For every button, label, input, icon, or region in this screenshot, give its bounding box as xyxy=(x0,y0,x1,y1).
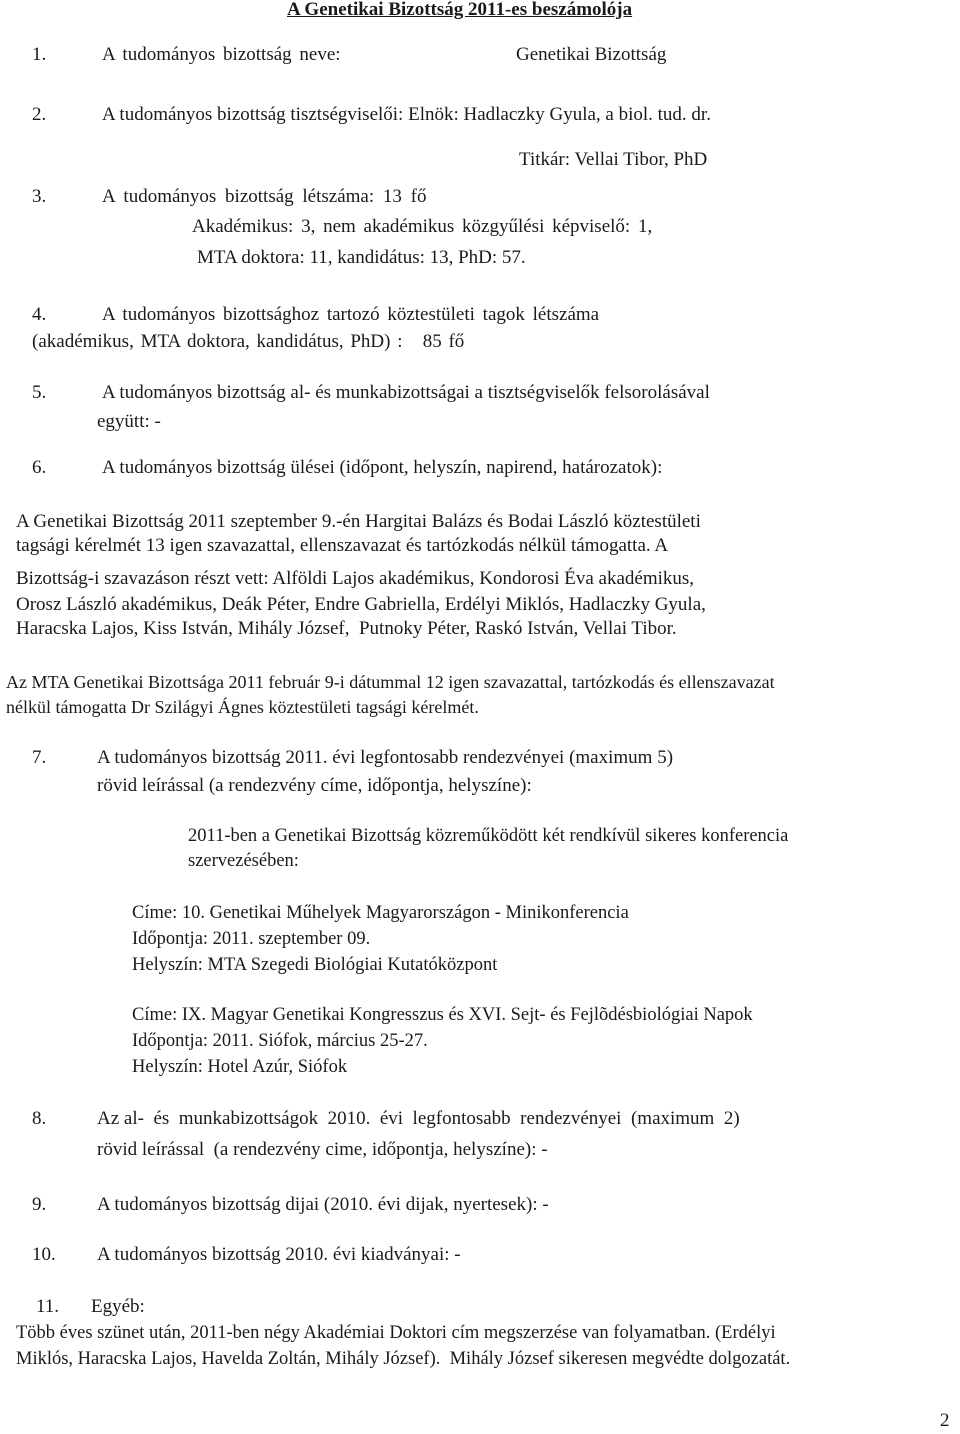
item-9-number: 9. xyxy=(32,1194,47,1215)
item-2-number: 2. xyxy=(32,104,47,125)
page-number: 2 xyxy=(940,1410,950,1431)
item-11-label: Egyéb: xyxy=(91,1296,145,1317)
item-7-intro-line-1: 2011-ben a Genetikai Bizottság közreműködött két rendkívül sikeres konferencia xyxy=(188,826,789,846)
item-8-text: Az al- és munkabizottságok 2010. évi legfontosabb rendezvényei (maximum 2) xyxy=(97,1108,740,1129)
item-7-line-2: rövid leírással (a rendezvény címe, időpontja, helyszíne): xyxy=(97,775,532,796)
event-2-title: Címe: IX. Magyar Genetikai Kongresszus és XVI. Sejt- és Fejlõdésbiológiai Napok xyxy=(132,1005,753,1025)
item-5-number: 5. xyxy=(32,382,47,403)
item-3-line-2: Akadémikus: 3, nem akadémikus közgyűlési képviselő: 1, xyxy=(192,216,653,237)
item-6-para-line-5: Haracska Lajos, Kiss István, Mihály József, Putnoky Péter, Raskó István, Vellai Tibor. xyxy=(16,618,677,639)
event-1-location: Helyszín: MTA Szegedi Biológiai Kutatóközpont xyxy=(132,955,498,975)
item-11-line-1: Több éves szünet után, 2011-ben négy Akadémiai Doktori cím megszerzése van folyamatban. (Erdélyi xyxy=(16,1323,776,1343)
item-8-number: 8. xyxy=(32,1108,47,1129)
item-11-line-2: Miklós, Haracska Lajos, Havelda Zoltán, Mihály József). Mihály József sikeresen megvédte dolgozatát. xyxy=(16,1349,791,1369)
item-5-line-2: együtt: - xyxy=(97,411,161,432)
item-9-text: A tudományos bizottság dijai (2010. évi dijak, nyertesek): - xyxy=(97,1194,549,1215)
event-2-date: Időpontja: 2011. Siófok, március 25-27. xyxy=(132,1031,428,1051)
item-6-para-line-3: Bizottság-i szavazáson részt vett: Alföldi Lajos akadémikus, Kondorosi Éva akadémikus, xyxy=(16,568,695,589)
item-2-secretary: Titkár: Vellai Tibor, PhD xyxy=(519,149,708,170)
item-6-para-line-4: Orosz László akadémikus, Deák Péter, Endre Gabriella, Erdélyi Miklós, Hadlaczky Gyula, xyxy=(16,594,706,615)
event-1-date: Időpontja: 2011. szeptember 09. xyxy=(132,929,371,949)
item-6-para-line-1: A Genetikai Bizottság 2011 szeptember 9.-én Hargitai Balázs és Bodai László köztestületi xyxy=(16,511,701,532)
item-1-number: 1. xyxy=(32,44,47,65)
item-5-text: A tudományos bizottság al- és munkabizottságai a tisztségviselők felsorolásával xyxy=(102,382,710,403)
item-1-value: Genetikai Bizottság xyxy=(516,44,667,65)
event-1-title: Címe: 10. Genetikai Műhelyek Magyarországon - Minikonferencia xyxy=(132,903,629,923)
item-1-label: A tudományos bizottság neve: xyxy=(102,44,341,65)
item-8-line-2: rövid leírással (a rendezvény cime, időpontja, helyszíne): - xyxy=(97,1139,548,1160)
item-3-number: 3. xyxy=(32,186,47,207)
item-4-text: A tudományos bizottsághoz tartozó köztestületi tagok létszáma xyxy=(102,304,600,325)
item-2-text: A tudományos bizottság tisztségviselői: Elnök: Hadlaczky Gyula, a biol. tud. dr. xyxy=(102,104,711,125)
item-3-text: A tudományos bizottság létszáma: 13 fő xyxy=(102,186,427,207)
item-6-text: A tudományos bizottság ülései (időpont, helyszín, napirend, határozatok): xyxy=(102,457,663,478)
item-10-text: A tudományos bizottság 2010. évi kiadványai: - xyxy=(97,1244,461,1265)
item-7-intro-line-2: szervezésében: xyxy=(188,851,299,871)
item-4-number: 4. xyxy=(32,304,47,325)
item-6-para2-line-1: Az MTA Genetikai Bizottsága 2011 február 9-i dátummal 12 igen szavazattal, tartózkodás és ellenszavazat xyxy=(6,672,775,692)
item-7-number: 7. xyxy=(32,747,47,768)
item-6-number: 6. xyxy=(32,457,47,478)
item-6-para2-line-2: nélkül támogatta Dr Szilágyi Ágnes köztestületi tagsági kérelmét. xyxy=(6,697,479,717)
item-7-text: A tudományos bizottság 2011. évi legfontosabb rendezvényei (maximum 5) xyxy=(97,747,674,768)
document-title: A Genetikai Bizottság 2011-es beszámolója xyxy=(287,0,633,20)
item-10-number: 10. xyxy=(32,1244,56,1265)
item-11-number: 11. xyxy=(36,1296,60,1317)
item-4-line-2: (akadémikus, MTA doktora, kandidátus, PhD) : 85 fő xyxy=(32,331,465,352)
event-2-location: Helyszín: Hotel Azúr, Siófok xyxy=(132,1057,348,1077)
item-6-para-line-2: tagsági kérelmét 13 igen szavazattal, ellenszavazat és tartózkodás nélkül támogatta. A xyxy=(16,535,669,556)
item-3-line-3: MTA doktora: 11, kandidátus: 13, PhD: 57. xyxy=(197,247,526,268)
